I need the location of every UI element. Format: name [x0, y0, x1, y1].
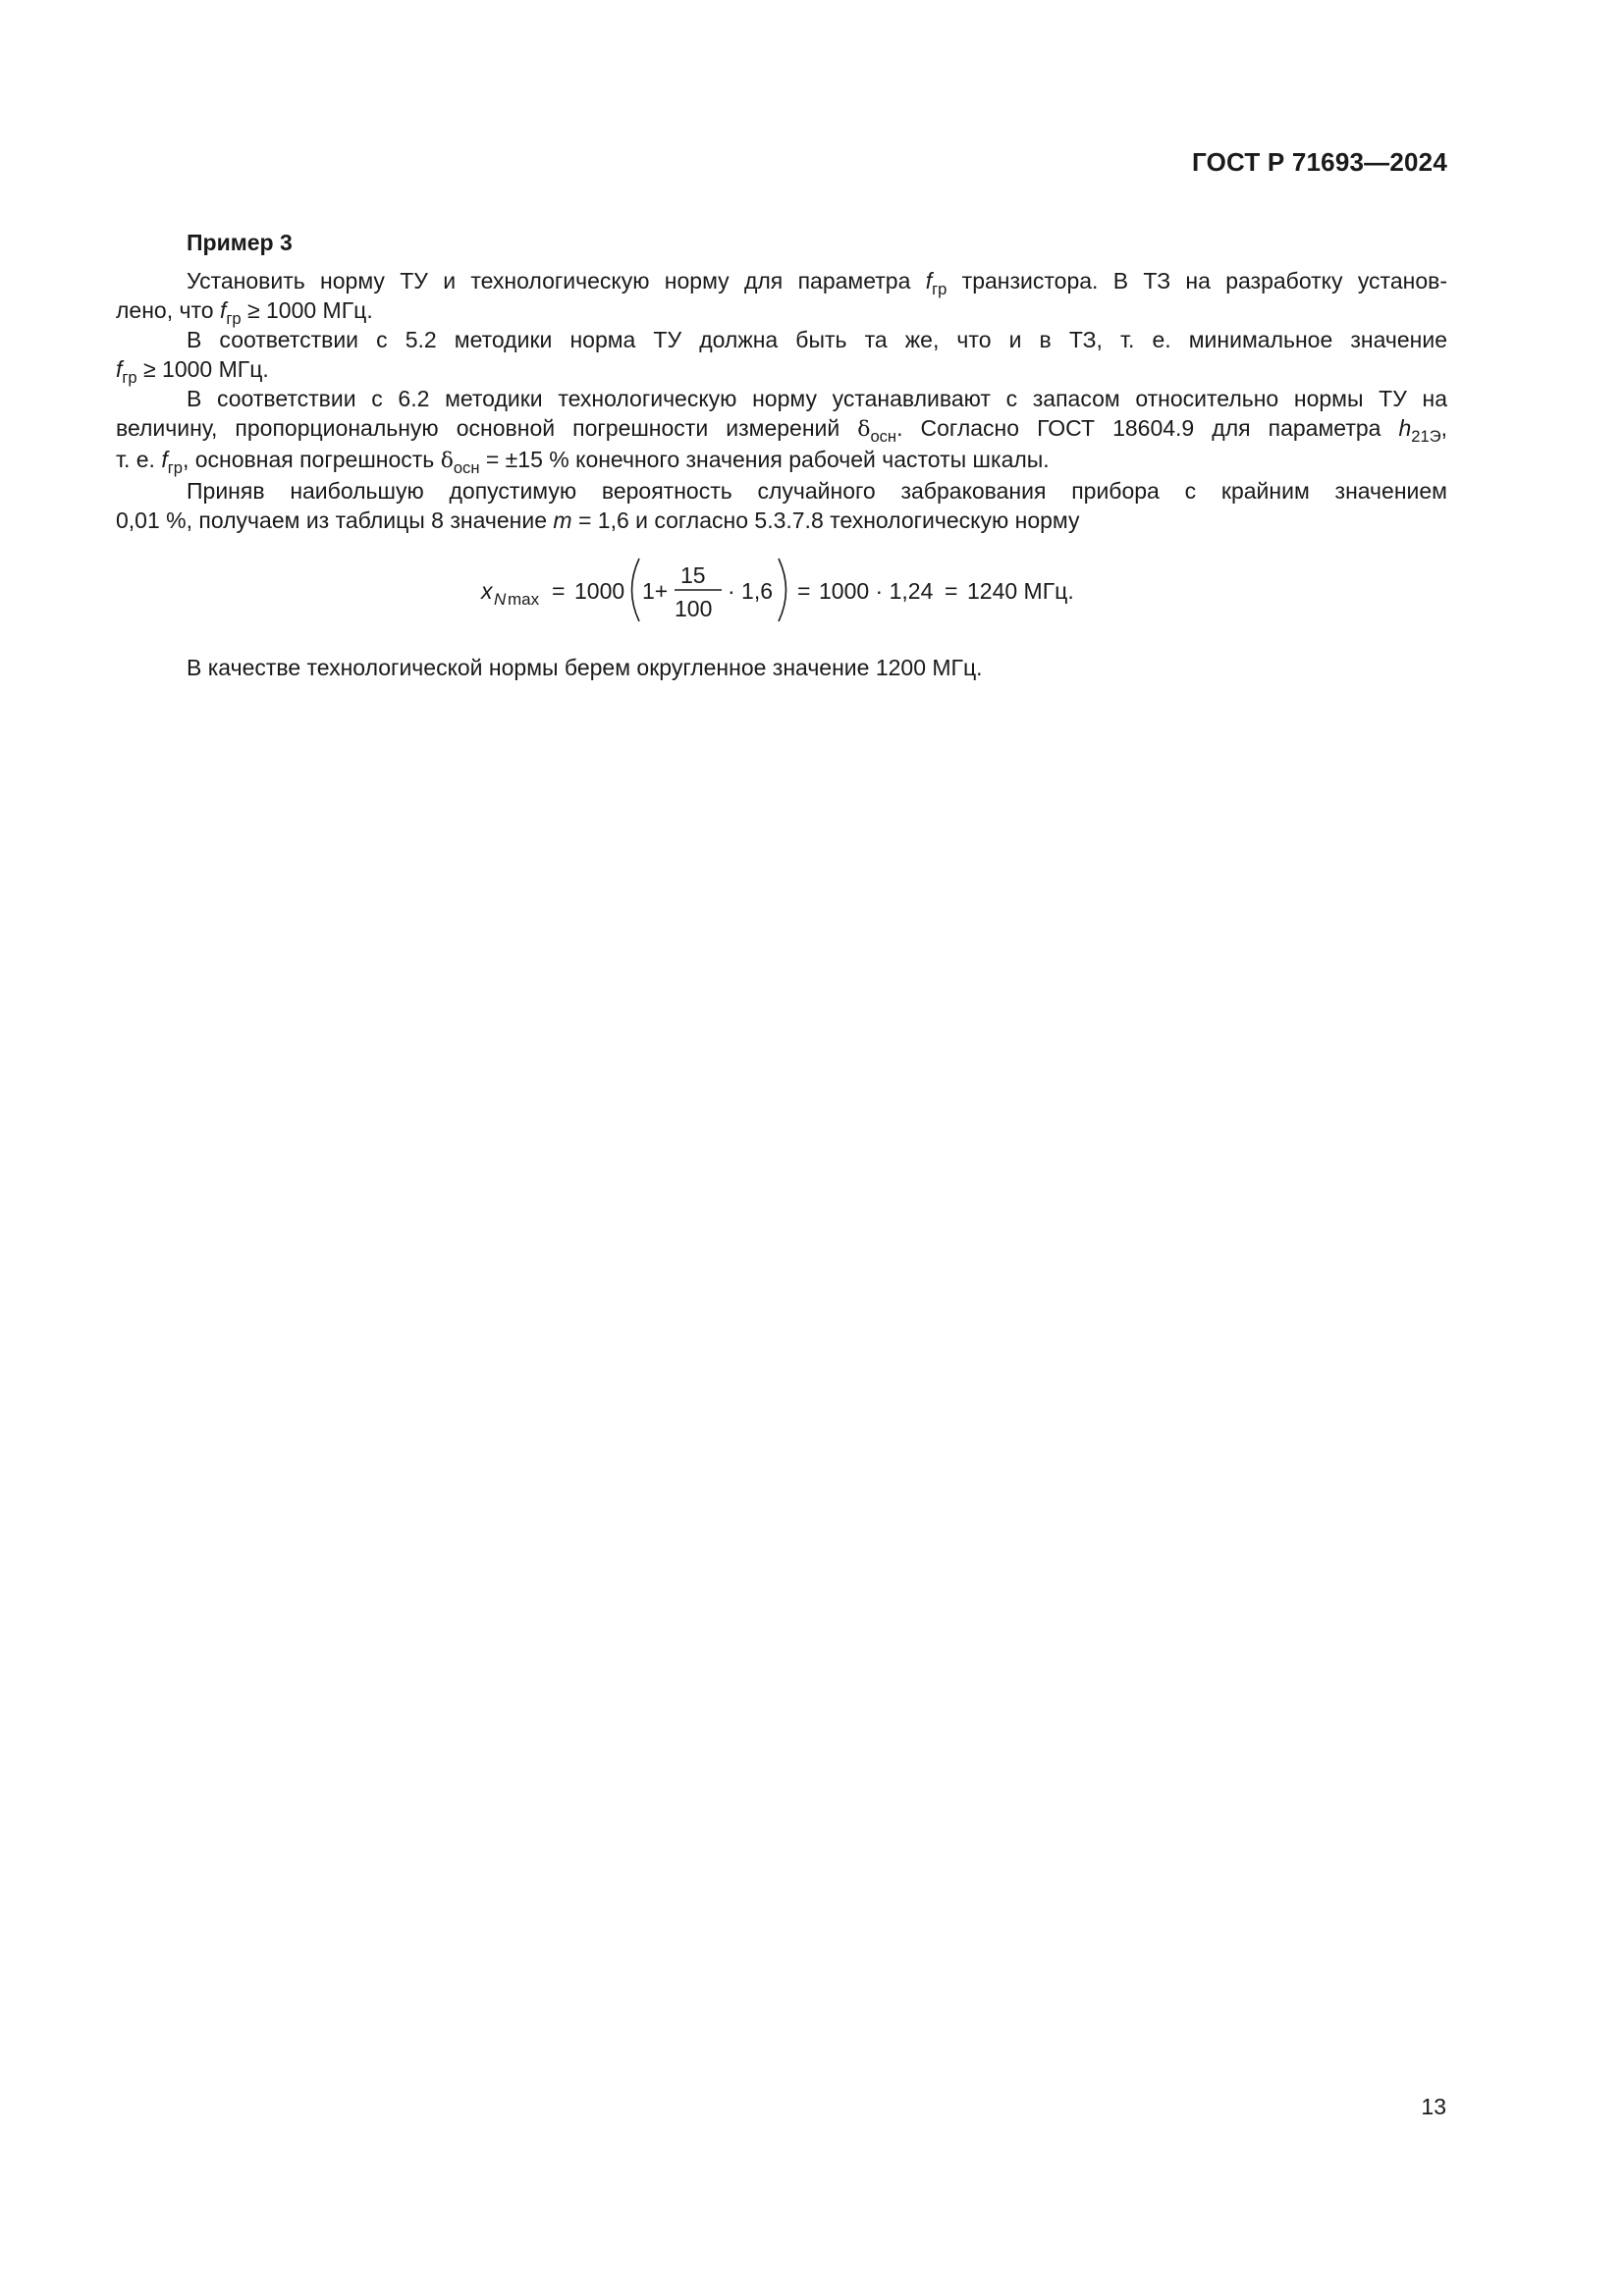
symbol-f: f [219, 297, 227, 323]
document-body [116, 228, 1447, 682]
formula-1000: 1000 [574, 578, 625, 604]
subscript-gr: гр [122, 367, 137, 387]
paragraph-2-text-end: ≥ 1000 МГц. [136, 356, 269, 382]
formula-equals-1: = [552, 578, 566, 604]
symbol-f: f [925, 268, 933, 294]
paragraph-2 [116, 325, 1447, 387]
paragraph-3-text-d: т. е. [116, 447, 162, 472]
formula-result: 1240 МГц. [967, 578, 1074, 604]
formula-denominator: 100 [675, 596, 713, 621]
formula-mid-value: 1000 · 1,24 [819, 578, 934, 604]
symbol-delta: δ [440, 449, 454, 473]
paragraph-4 [116, 476, 1447, 535]
formula-equals-3: = [945, 578, 958, 604]
paragraph-1-line-1 [116, 266, 1447, 298]
paragraph-3-text-e: , основная погрешность [182, 447, 441, 472]
paragraph-4-text-a: 0,01 %, получаем из таблицы 8 значение [116, 507, 554, 533]
formula-block [116, 549, 1447, 631]
paragraph-5: В качестве технологической нормы берем округленное значение 1200 МГц. [187, 655, 983, 680]
symbol-f: f [161, 447, 168, 472]
paragraph-1-text-b: транзистора. В ТЗ на разработку установ- [947, 268, 1447, 294]
paragraph-4-text-b: = 1,6 и согласно 5.3.7.8 технологическую норму [571, 507, 1080, 533]
paragraph-3-text-f: = ±15 % конечного значения рабочей частоты шкалы. [479, 447, 1050, 472]
symbol-delta: δ [857, 417, 871, 442]
paragraph-4-line-2 [116, 506, 1447, 535]
subscript-gr: гр [932, 279, 947, 298]
symbol-m: m [553, 507, 572, 533]
formula-x: x [481, 578, 493, 604]
example-title: Пример 3 [187, 230, 293, 255]
formula-sub-max: max [508, 590, 540, 609]
paragraph-3-line-2 [116, 413, 1447, 445]
paragraph-3-text-c: , [1440, 415, 1447, 441]
formula-numerator: 15 [680, 562, 706, 588]
standard-number-header: ГОСТ Р 71693—2024 [1192, 147, 1447, 177]
paragraph-1-text-d: ≥ 1000 МГц. [241, 297, 373, 323]
subscript-gr: гр [226, 308, 242, 328]
paragraph-3-text-b: . Согласно ГОСТ 18604.9 для параметра [896, 415, 1399, 441]
subscript-gr: гр [167, 457, 183, 477]
paragraph-3 [116, 384, 1447, 476]
formula-times-16: · 1,6 [728, 578, 774, 604]
paragraph-1-text-a: Установить норму ТУ и технологическую норму для параметра [187, 268, 926, 294]
paragraph-3-text-a: величину, пропорциональную основной погрешности измерений [116, 415, 858, 441]
symbol-f: f [116, 356, 123, 382]
formula-equals-2: = [797, 578, 811, 604]
paragraph-2-line-1: В соответствии с 5.2 методики норма ТУ должна быть та же, что и в ТЗ, т. е. минимальное значение [187, 327, 1447, 352]
subscript-osn: осн [453, 457, 480, 477]
formula-sub-n: N [494, 590, 507, 609]
paragraph-3-line-1: В соответствии с 6.2 методики технологическую норму устанавливают с запасом относительно нормы ТУ на [187, 386, 1447, 411]
subscript-21e: 21Э [1411, 426, 1441, 446]
paragraph-3-line-3 [116, 445, 1447, 476]
formula-left-paren [632, 559, 640, 621]
subscript-osn: осн [870, 426, 897, 446]
symbol-h: h [1398, 415, 1412, 441]
paragraph-1-text-c: лено, что [116, 297, 220, 323]
paragraph-4-line-1: Приняв наибольшую допустимую вероятность случайного забракования прибора с крайним значением [187, 478, 1447, 504]
page-number: 13 [1421, 2094, 1446, 2119]
formula-one-plus: 1+ [642, 578, 669, 604]
formula-svg [481, 549, 1208, 631]
paragraph-1 [116, 266, 1447, 328]
paragraph-2-line-2 [116, 354, 1447, 387]
paragraph-1-line-2 [116, 295, 1447, 328]
formula-right-paren [779, 559, 786, 621]
